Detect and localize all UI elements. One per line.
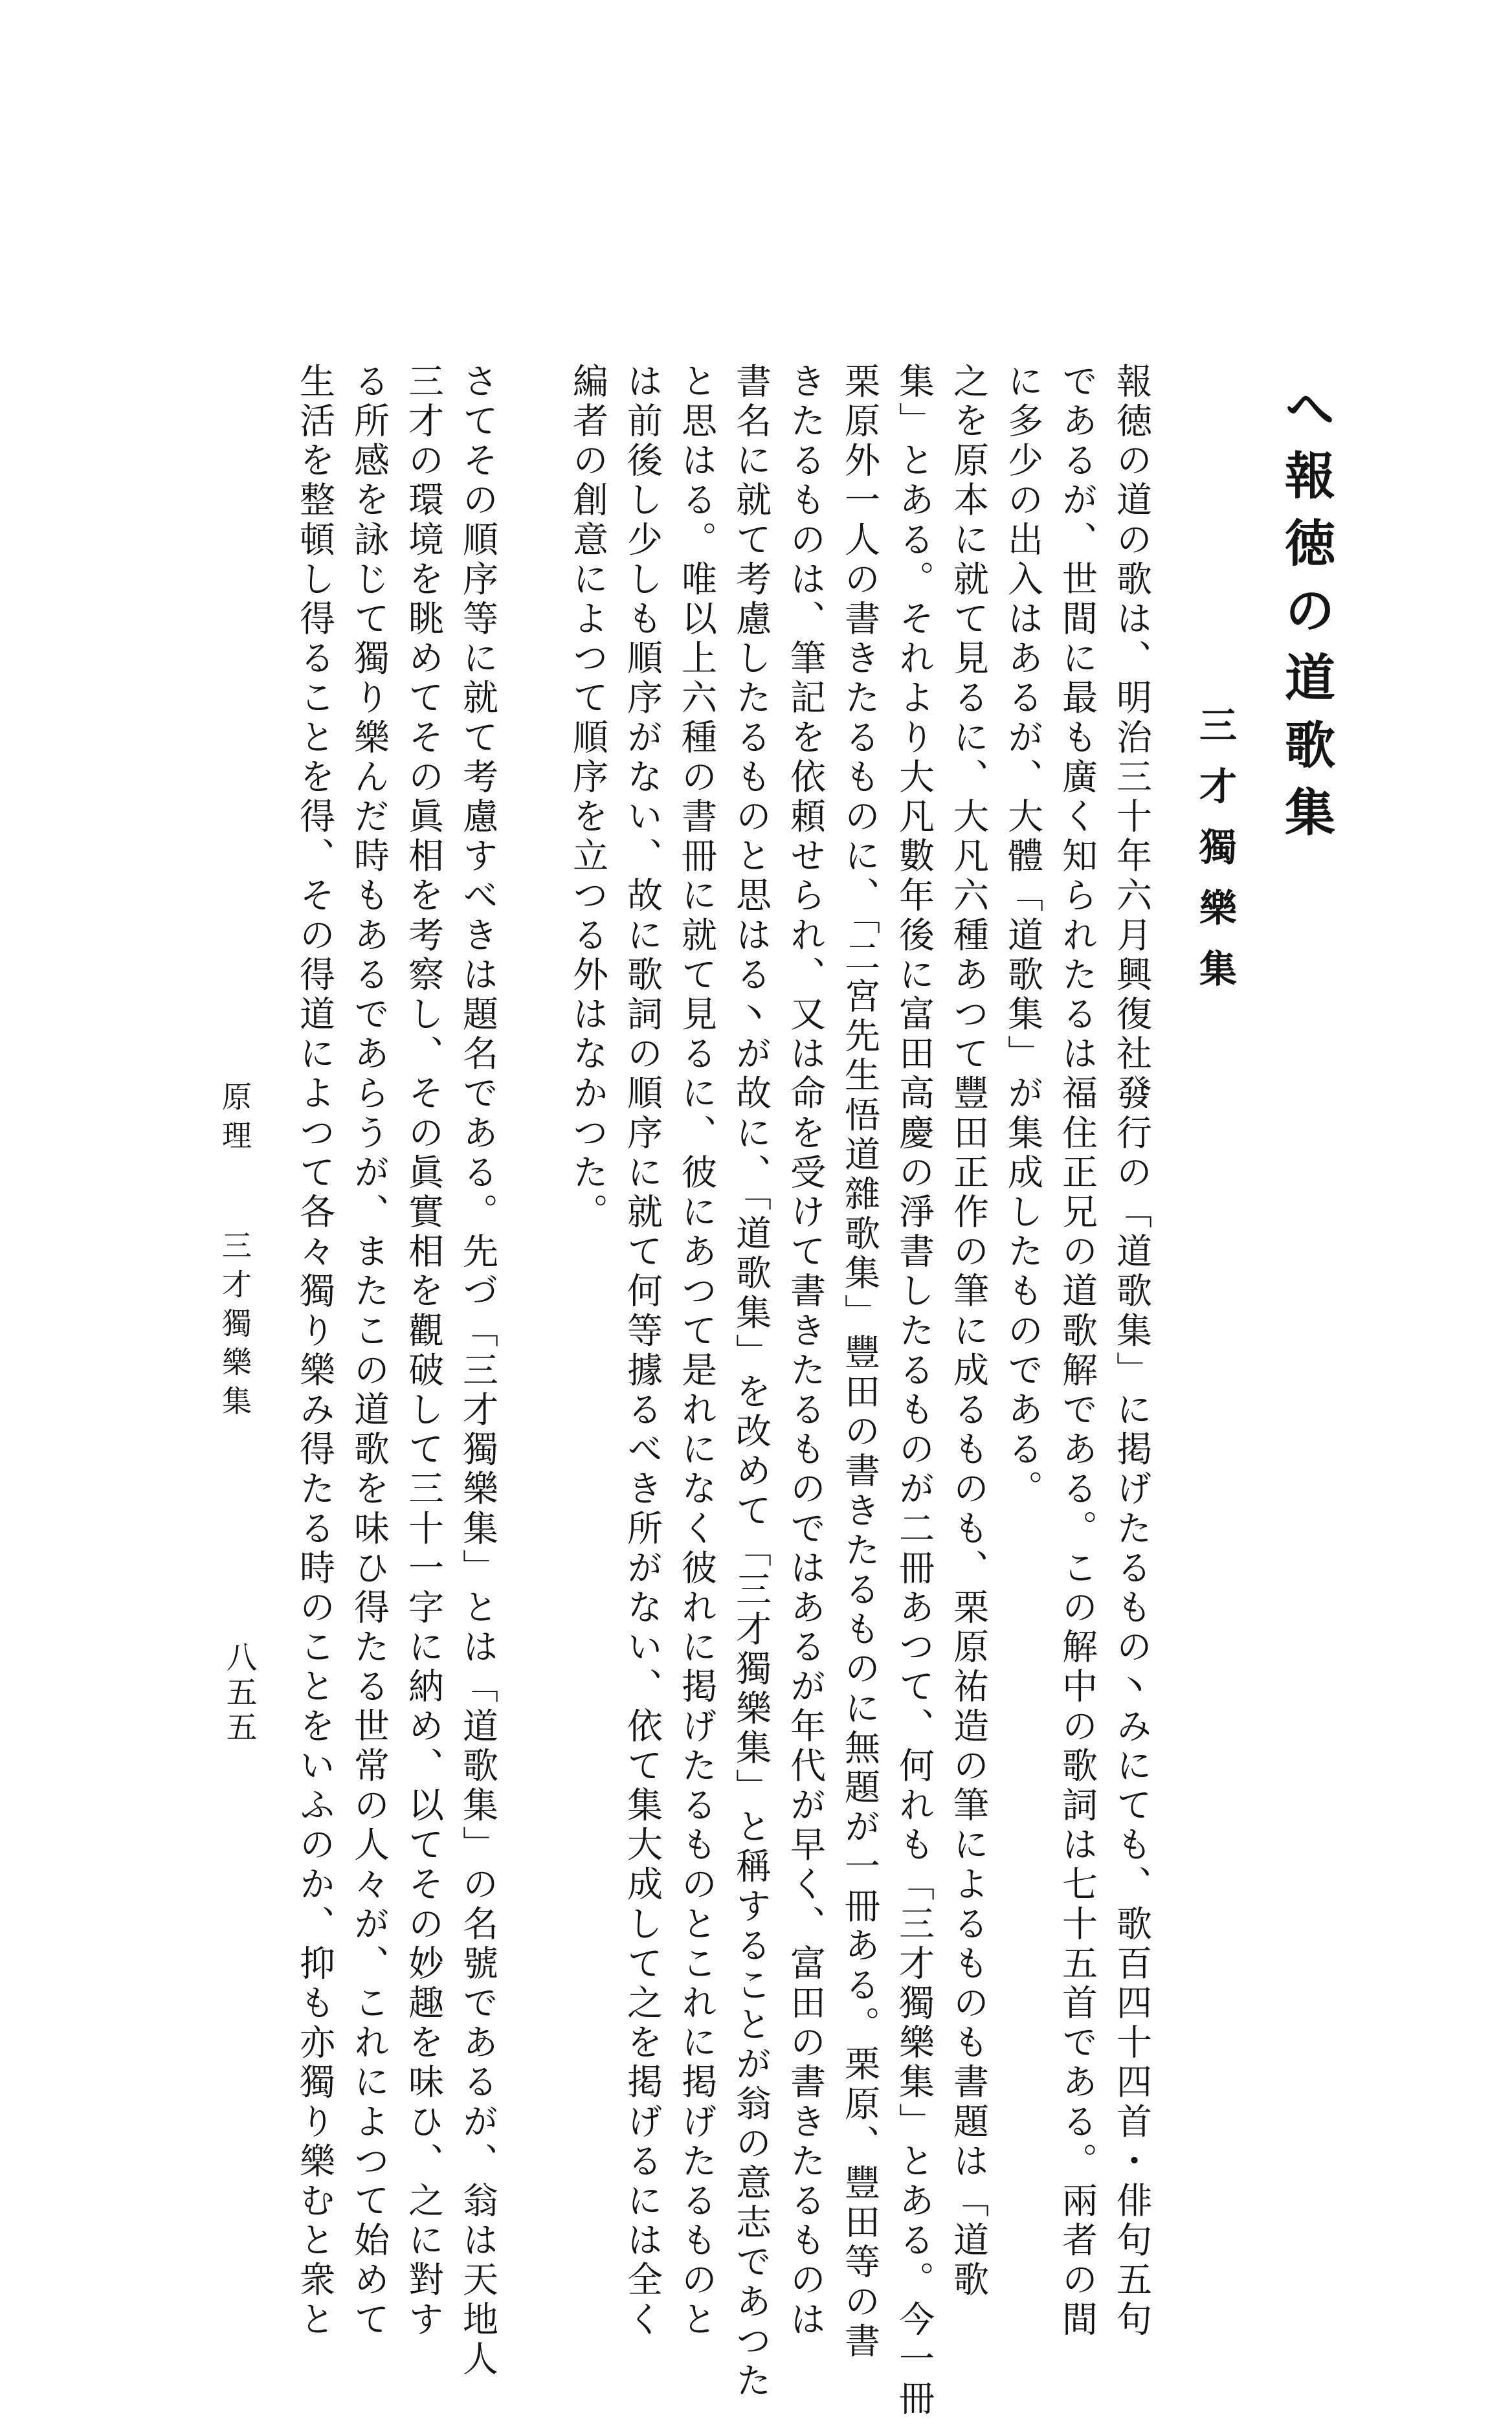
body-line: 三才の環境を眺めてその眞相を考察し、その眞實相を觀破して三十一字に納め、以てその妙趣を味ひ、之に對す [403,362,444,2340]
body-line: 書名に就て考慮したるものと思はる丶が故に、「道歌集」を改めて「三才獨樂集」と稱することが翁の意志であつた [730,362,772,2402]
section-title: へ報徳の道歌集 [1276,382,1335,853]
running-footer [217,1081,252,1424]
footer-chapter: 三才獨樂集 [217,1230,252,1424]
chapter-subtitle: 三才獨樂集 [1193,706,1237,1010]
body-line: 之を原本に就て見るに、大凡六種あつて豐田正作の筆に成るものも、栗原祐造の筆によるものも書題は「道歌 [948,362,989,2301]
body-line: 報徳の道の歌は、明治三十年六月興復社發行の「道歌集」に掲げたるもの丶みにても、歌百四十四首・俳句五句 [1111,362,1152,2340]
body-line: であるが、世間に最も廣く知られたるは福住正兄の道歌解である。この解中の歌詞は七十五首である。兩者の間 [1056,362,1098,2340]
footer-section: 原理 [217,1081,252,1159]
body-line: 生活を整頓し得ることを得、その得道によつて各々獨り樂み得たる時のことをいふのか、抑も亦獨り樂むと衆と [294,362,335,2340]
body-line: 栗原外一人の書きたるものに、「二宮先生悟道雜歌集」豐田の書きたるものに無題が一冊ある。栗原、豐田等の書 [839,362,880,2362]
body-line: 集」とある。それより大凡數年後に富田高慶の淨書したるものが二冊あつて、何れも「三才獨樂集」とある。今一冊 [893,362,935,2419]
body-line: に多少の出入はあるが、大體「道歌集」が集成したものである。 [1002,362,1043,1510]
body-line: る所感を詠じて獨り樂んだ時もあるであらうが、またこの道歌を味ひ得たる世常の人々が、これによつて始めて [348,362,390,2340]
body-line: きたるものは、筆記を依頼せられ、又は命を受けて書きたるものではあるが年代が早く、富田の書きたるものは [784,362,826,2340]
page-number: 八五五 [221,1641,257,1746]
body-line: さてその順序等に就て考慮すべきは題名である。先づ「三才獨樂集」とは「道歌集」の名號であるが、翁は天地人 [457,362,498,2380]
body-line: は前後し少しも順序がない、故に歌詞の順序に就て何等據るべき所がない、依て集大成して之を掲げるには全く [621,362,663,2340]
body-line: と思はる。唯以上六種の書冊に就て見るに、彼にあつて是れになく彼れに掲げたるものとこれに掲げたるものと [676,362,717,2340]
body-line: 編者の創意によつて順序を立つる外はなかつた。 [567,362,608,1233]
